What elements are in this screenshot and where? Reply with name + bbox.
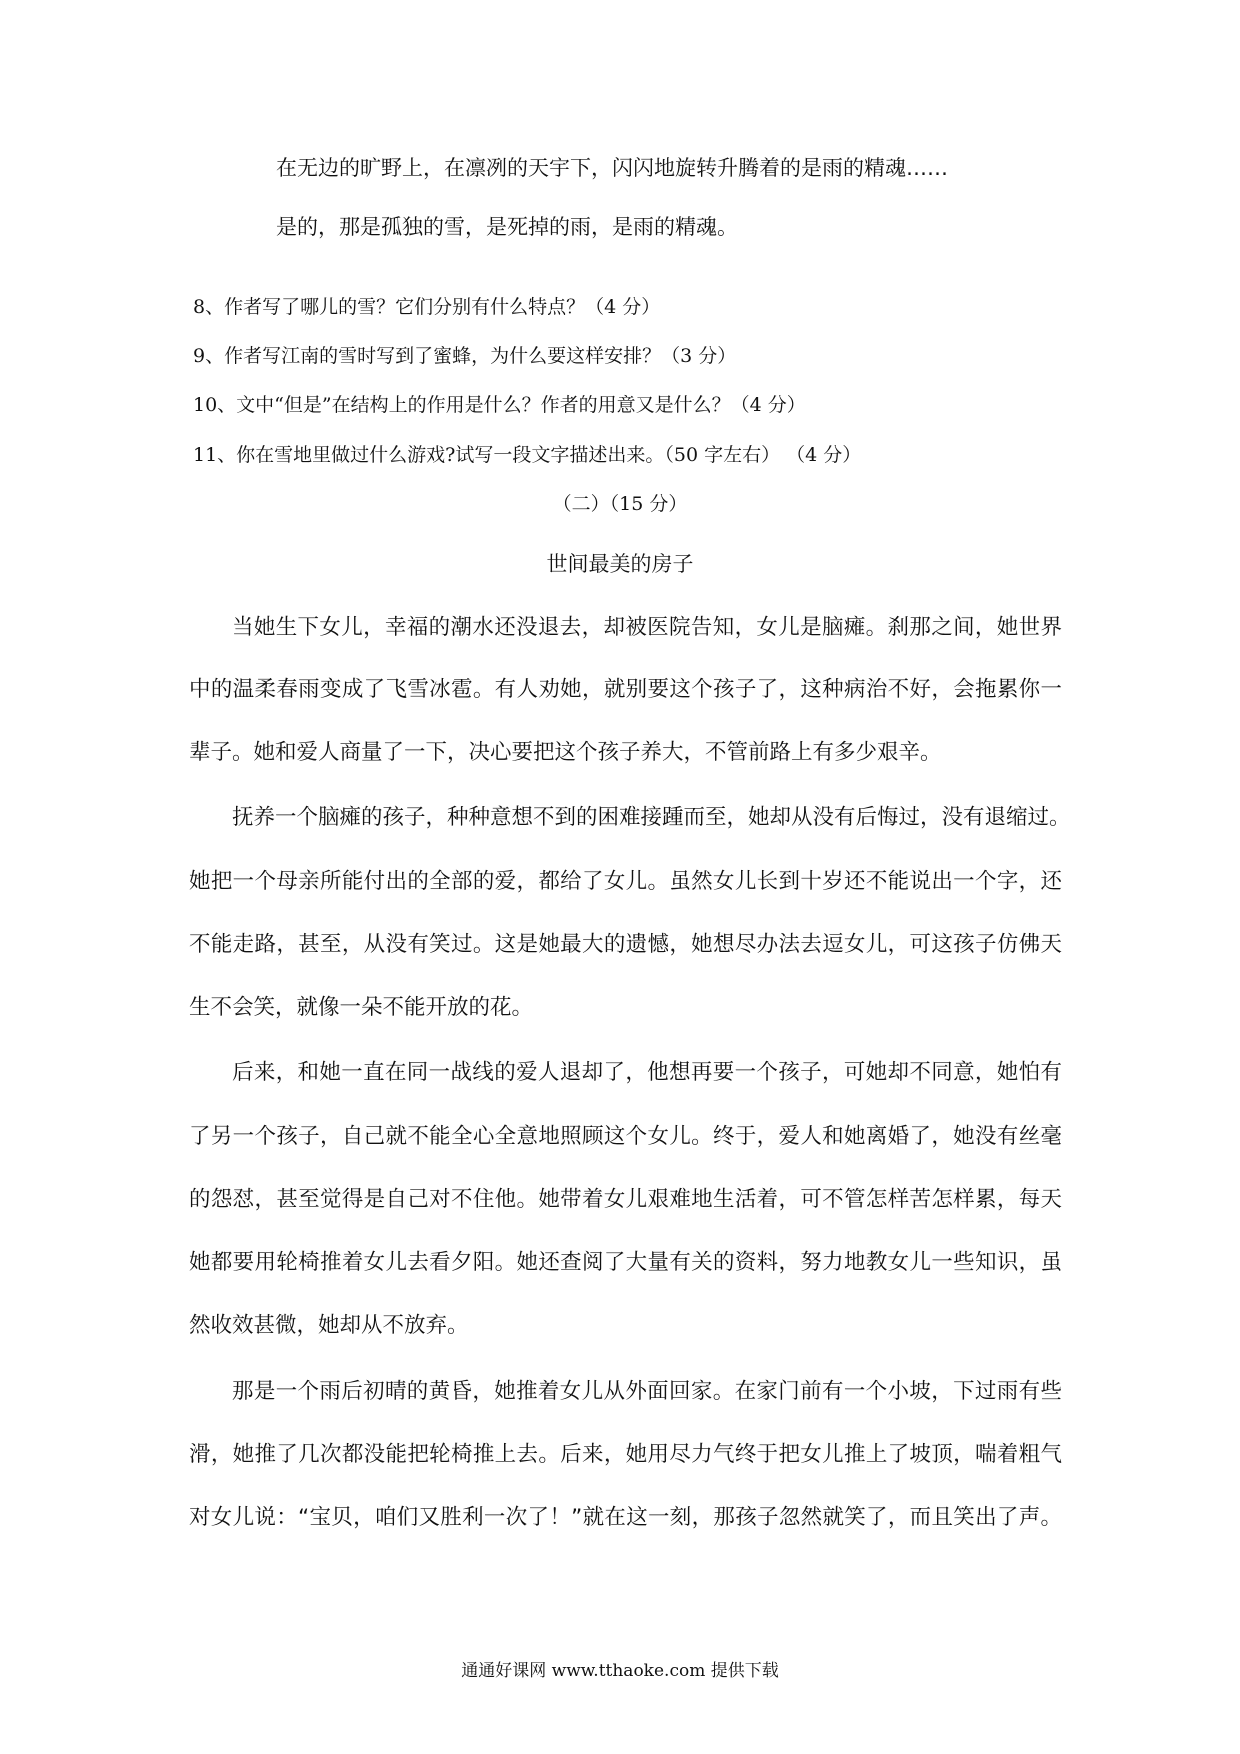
article-line: 后来，和她一直在同一战线的爱人退却了，他想再要一个孩子，可她却不同意，她怕有 xyxy=(232,1060,1062,1085)
article-line: 当她生下女儿，幸福的潮水还没退去，却被医院告知，女儿是脑瘫。刹那之间，她世界 xyxy=(232,615,1062,640)
article-line: 她把一个母亲所能付出的全部的爱，都给了女儿。虽然女儿长到十岁还不能说出一个字，还 xyxy=(189,869,1062,894)
question-10: 10、文中“但是”在结构上的作用是什么？作者的用意又是什么？（4 分） xyxy=(193,394,806,416)
article-line: 她都要用轮椅推着女儿去看夕阳。她还查阅了大量有关的资料，努力地教女儿一些知识，虽 xyxy=(189,1250,1062,1275)
question-11: 11、你在雪地里做过什么游戏?试写一段文字描述出来。（50 字左右） （4 分） xyxy=(193,444,862,466)
poem-line-2: 是的，那是孤独的雪，是死掉的雨，是雨的精魂。 xyxy=(276,215,738,239)
article-line: 滑，她推了几次都没能把轮椅推上去。后来，她用尽力气终于把女儿推上了坡顶，喘着粗气 xyxy=(189,1442,1062,1467)
question-8: 8、作者写了哪儿的雪？它们分别有什么特点？（4 分） xyxy=(193,296,661,318)
article-line: 那是一个雨后初晴的黄昏，她推着女儿从外面回家。在家门前有一个小坡，下过雨有些 xyxy=(232,1379,1062,1404)
article-line: 不能走路，甚至，从没有笑过。这是她最大的遗憾，她想尽办法去逗女儿，可这孩子仿佛天 xyxy=(189,932,1062,957)
article-title: 世间最美的房子 xyxy=(546,552,694,576)
poem-line-1: 在无边的旷野上，在凛冽的天宇下，闪闪地旋转升腾着的是雨的精魂…… xyxy=(276,156,948,180)
footer-text: 通通好课网 www.tthaoke.com 提供下载 xyxy=(461,1661,779,1681)
article-line: 抚养一个脑瘫的孩子，种种意想不到的困难接踵而至，她却从没有后悔过，没有退缩过。 xyxy=(232,805,1071,830)
question-9: 9、作者写江南的雪时写到了蜜蜂，为什么要这样安排？（3 分） xyxy=(193,345,737,367)
article-line: 对女儿说：“宝贝，咱们又胜利一次了！”就在这一刻，那孩子忽然就笑了，而且笑出了声。 xyxy=(189,1505,1062,1530)
article-line: 了另一个孩子，自己就不能全心全意地照顾这个女儿。终于，爱人和她离婚了，她没有丝毫 xyxy=(189,1124,1062,1149)
article-line: 的怨怼，甚至觉得是自己对不住他。她带着女儿艰难地生活着，可不管怎样苦怎样累，每天 xyxy=(189,1187,1062,1212)
article-line: 辈子。她和爱人商量了一下，决心要把这个孩子养大，不管前路上有多少艰辛。 xyxy=(189,740,942,765)
article-line: 中的温柔春雨变成了飞雪冰雹。有人劝她，就别要这个孩子了，这种病治不好，会拖累你一 xyxy=(189,677,1062,702)
article-line: 生不会笑，就像一朵不能开放的花。 xyxy=(189,995,534,1020)
article-line: 然收效甚微，她却从不放弃。 xyxy=(189,1313,469,1338)
section-heading: （二）（15 分） xyxy=(552,493,688,515)
